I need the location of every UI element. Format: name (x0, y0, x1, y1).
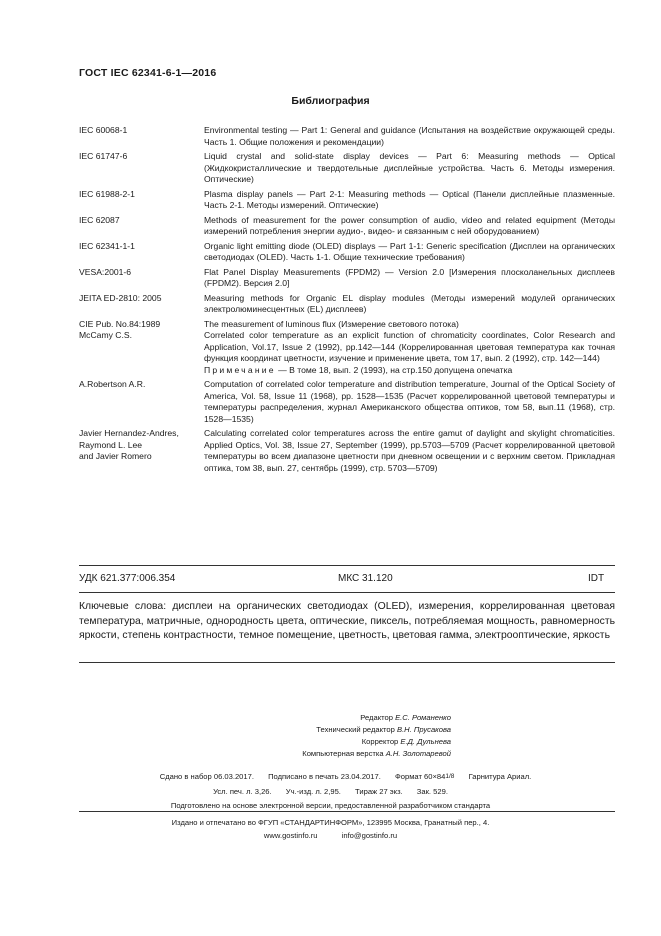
publisher-email[interactable]: info@gostinfo.ru (341, 831, 398, 840)
production-info (0, 770, 661, 814)
staff-line: Корректор Е.Д. Дульнева (361, 737, 451, 746)
entry-code: IEC 62341-1-1 (79, 240, 135, 251)
entry-code: McCamy C.S. (79, 330, 132, 340)
divider (79, 662, 615, 663)
bibliography-entry (79, 319, 615, 331)
entry-code: IEC 61747-6 (79, 151, 128, 161)
publisher-site[interactable]: www.gostinfo.ru (263, 831, 318, 840)
bibliography-list (79, 125, 615, 477)
idt-marker: IDT (588, 573, 605, 584)
entry-code: JEITA ED-2810: 2005 (79, 292, 162, 303)
mks-code: МКС 31.120 (338, 573, 393, 584)
note-text: — В томе 18, вып. 2 (1993), на стр.150 допущена опечатка (275, 364, 513, 375)
entry-text: Liquid crystal and solid-state display devices — Part 6: Measuring methods — Optical (Жидкокристаллические и твердотельные дисплейные устройства. Часть 6. Методы измерения. Оптические) (204, 151, 615, 184)
entry-code: CIE Pub. No.84:1989 (79, 318, 161, 329)
entry-text: Computation of correlated color temperature and distribution temperature, Journal of the Optical Society of America, Vol. 58, Issue 11 (1968), pp. 1528—1535 (Расчет коррелированной цветовой температуры и температуры распределения, журнал Американского общества оптиков, том 58, вып.11 (1968), стр. 1528—1535) (204, 379, 615, 424)
staff-line: Компьютерная верстка А.Н. Золотаревой (302, 749, 451, 758)
page-title: Библиография (291, 95, 370, 107)
entry-text: Correlated color temperature as an explicit function of chromaticity coordinates, Color Research and Application, Vol.17, Issue 2 (1992), pp.142—144 (Коррелированная цветовая температура как точная функция координат цветности, изучение и применение цвета, том 17, вып. 2 (1992), стр. 142—144) (204, 330, 615, 363)
production-line: Подготовлено на основе электронной версии, предоставленной разработчиком стандарта (170, 801, 491, 810)
bibliography-entry (79, 428, 615, 474)
entry-text: The measurement of luminous flux (Измерение светового потока) (204, 318, 459, 329)
udk-code: УДК 621.377:006.354 (79, 573, 176, 584)
bibliography-entry (79, 151, 615, 186)
bibliography-entry (79, 125, 615, 148)
production-line: Усл. печ. л. 3,26. Уч.-изд. л. 2,95. Тираж 27 экз. Зак. 529. (213, 786, 448, 796)
bibliography-entry (79, 189, 615, 212)
document-header: ГОСТ IEC 62341-6-1—2016 (79, 67, 217, 79)
staff-line: Технический редактор В.Н. Прусакова (316, 725, 451, 734)
note-label: Примечание (204, 364, 276, 375)
entry-code: VESA:2001-6 (79, 266, 132, 277)
bibliography-entry (79, 215, 615, 238)
divider (79, 565, 615, 566)
entry-text: Plasma display panels — Part 2-1: Measuring methods — Optical (Панели дисплейные плазменные. Часть 2-1. Методы измерений. Оптические) (204, 188, 615, 210)
entry-text: Measuring methods for Organic EL display modules (Методы измерений модулей органических электролюминесцентных (EL) дисплеев) (204, 292, 615, 314)
entry-text: Environmental testing — Part 1: General and guidance (Испытания на воздействие окружающей среды. Часть 1. Общие положения и рекомендации) (204, 125, 615, 147)
production-line: Сдано в набор 06.03.2017. Подписано в печать 23.04.2017. Формат 60×841/8 Гарнитура Ариал. (159, 772, 532, 781)
entry-note (204, 365, 615, 377)
entry-code: IEC 60068-1 (79, 125, 128, 135)
publisher-line: Издано и отпечатано во ФГУП «СТАНДАРТИНФОРМ», 123995 Москва, Гранатный пер., 4. (171, 818, 490, 827)
entry-code: A.Robertson A.R. (79, 379, 146, 389)
entry-text: Methods of measurement for the power consumption of audio, video and related equipment (Методы измерений потребления энергии аудио-, видео- и связанным с ней оборудованием) (204, 214, 615, 236)
divider (79, 592, 615, 593)
entry-text: Flat Panel Display Measurements (FPDM2) — Version 2.0 [Измерения плосколанельных дисплеев (FPDM2). Версия 2.0] (204, 266, 615, 288)
staff-line: Редактор Е.С. Романенко (360, 713, 451, 722)
entry-code: IEC 61988-2-1 (79, 188, 135, 199)
publisher-info (0, 816, 661, 842)
entry-code: IEC 62087 (79, 214, 120, 225)
bibliography-entry (79, 267, 615, 290)
entry-text: Calculating correlated color temperatures across the entire gamut of daylight and skylight chromaticities. Applied Optics, Vol. 38, Issue 27, September (1999), pp.5703—5709 (Расчет коррелированной цветовой температуры во всем диапазоне цветности при дневном освещении и с верхним светом. Прикладная оптика, том 38, вып. 27, сентябрь (1999), стр. 5703—5709) (204, 428, 615, 473)
keywords: Ключевые слова: дисплеи на органических светодиодах (OLED), измерения, коррелированная цветовая температура, матричные, однородность цвета, оптические, пиксель, потребляемая мощность, равномерность яркости, степень контрастности, темное помещение, цветность, цветовая гамма, электрооптические, яркость (79, 601, 615, 642)
bibliography-entry (79, 379, 615, 425)
publisher-contacts (0, 829, 661, 842)
entry-text: Organic light emitting diode (OLED) displays — Part 1-1: Generic specification (Дисплеи на органических светодиодах (OLED). Часть 1-1. Общие технические требования) (204, 240, 615, 262)
staff-credits (302, 712, 451, 760)
divider (79, 811, 615, 812)
entry-code: Javier Hernandez-Andres, Raymond L. Lee and Javier Romero (79, 428, 179, 461)
bibliography-entry (79, 241, 615, 264)
bibliography-entry (79, 330, 615, 376)
bibliography-entry (79, 293, 615, 316)
